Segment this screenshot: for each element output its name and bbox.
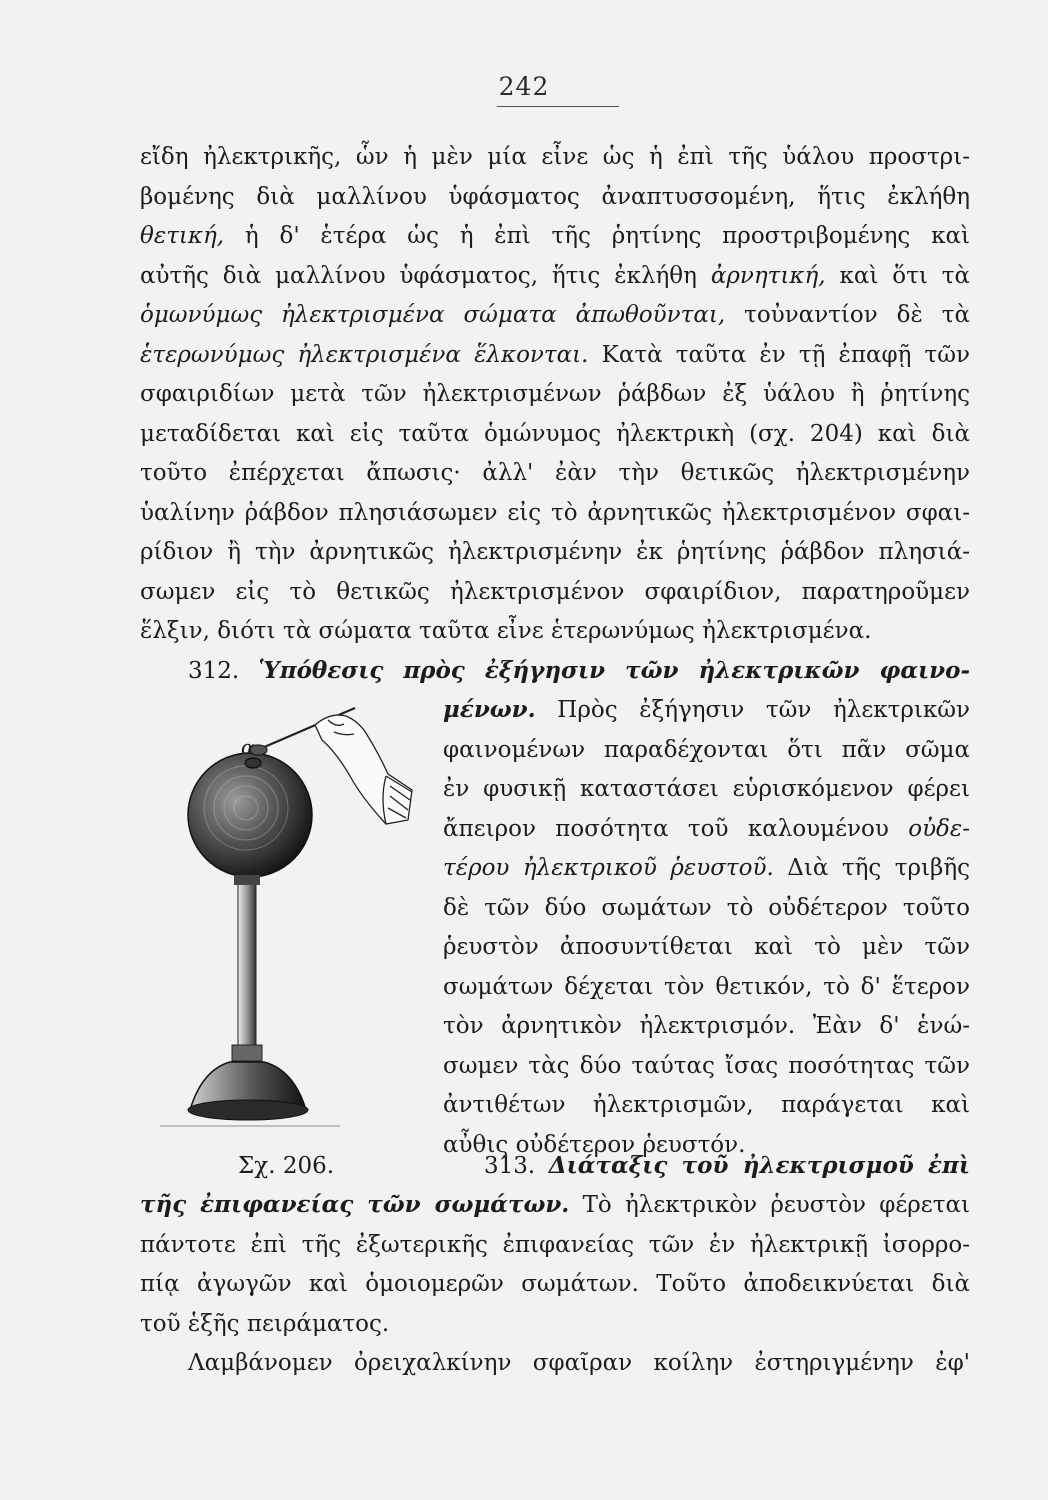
- section-number: 313.: [484, 1153, 536, 1179]
- section-title: Διάταξις τοῦ ἠλεκτρισμοῦ ἐπὶ: [548, 1152, 970, 1179]
- page-number: 242: [498, 72, 550, 101]
- section-heading-312: [188, 657, 970, 685]
- text-line: [443, 815, 970, 843]
- text-span: ἄπειρον ποσότητα τοῦ καλουμένου: [443, 816, 889, 842]
- text-span: Κατὰ ταῦτα ἐν τῇ ἐπαφῇ τῶν: [601, 342, 971, 368]
- text-line: δὲ τῶν δύο σωμάτων τὸ οὐδέτερον τοῦτο: [443, 895, 970, 921]
- brass-sphere: [188, 753, 312, 877]
- text-line: ρίδιον ἢ τὴν ἀρνητικῶς ἠλεκτρισμένην ἐκ ῥητίνης ῥάβδον πλησιά-: [140, 539, 970, 565]
- text-line: ἐν φυσικῇ καταστάσει εὑρισκόμενον φέρει: [443, 776, 970, 802]
- section-heading-313: [484, 1152, 970, 1180]
- emphasis-text: ὁμωνύμως ἠλεκτρισμένα σώματα ἀπωθοῦνται,: [140, 302, 726, 328]
- section-title: μένων.: [443, 696, 536, 723]
- text-span: αὐτῆς διὰ μαλλίνου ὑφάσματος, ἥτις ἐκλήθη: [140, 263, 697, 289]
- text-line: [443, 696, 970, 724]
- text-line: τοῦτο ἐπέρχεται ἄπωσις· ἀλλ' ἐὰν τὴν θετικῶς ἠλεκτρισμένην: [140, 460, 970, 486]
- text-line: [140, 222, 970, 250]
- text-line: σφαιριδίων μετὰ τῶν ἠλεκτρισμένων ῥάβδων ἐξ ὑάλου ἢ ῥητίνης: [140, 381, 970, 407]
- text-line: [140, 262, 970, 290]
- text-span: ἡ δ' ἑτέρα ὡς ἡ ἐπὶ τῆς ῥητίνης προστριβομένης καὶ: [244, 223, 970, 249]
- text-line: [443, 854, 970, 882]
- emphasis-text: ἑτερωνύμως ἠλεκτρισμένα ἕλκονται.: [140, 342, 589, 368]
- text-line: ῥευστὸν ἀποσυντίθεται καὶ τὸ μὲν τῶν: [443, 934, 970, 960]
- section-title: τῆς ἐπιφανείας τῶν σωμάτων.: [140, 1191, 570, 1218]
- figure-206-illustration: [150, 690, 450, 1135]
- text-span: τοὐναντίον δὲ τὰ: [744, 302, 971, 328]
- text-line: πίᾳ ἀγωγῶν καὶ ὁμοιομερῶν σωμάτων. Τοῦτο ἀποδεικνύεται διὰ: [140, 1271, 970, 1297]
- term-positive: θετική,: [140, 223, 225, 249]
- text-line: σωμάτων δέχεται τὸν θετικόν, τὸ δ' ἕτερον: [443, 974, 970, 1000]
- text-line: ἀντιθέτων ἠλεκτρισμῶν, παράγεται καὶ: [443, 1092, 970, 1118]
- figure-label-a: α: [241, 735, 255, 759]
- header-rule: [497, 106, 619, 107]
- text-span: Πρὸς ἐξήγησιν τῶν ἠλεκτρικῶν: [557, 697, 970, 723]
- section-number: 312.: [188, 658, 240, 684]
- emphasis-text: τέρου ἠλεκτρικοῦ ῥευστοῦ.: [443, 855, 774, 881]
- text-line: αὖθις οὐδέτερον ῥευστόν.: [443, 1132, 746, 1158]
- text-line: Λαμβάνομεν ὀρειχαλκίνην σφαῖραν κοίλην ἐστηριγμένην ἐφ': [188, 1350, 970, 1376]
- term-negative: ἀρνητική,: [710, 263, 826, 289]
- text-line: [140, 301, 970, 329]
- text-line: τὸν ἀρνητικὸν ἠλεκτρισμόν. Ἐὰν δ' ἑνώ-: [443, 1013, 970, 1039]
- text-line: τοῦ ἑξῆς πειράματος.: [140, 1311, 390, 1337]
- text-line: σωμεν τὰς δύο ταύτας ἴσας ποσότητας τῶν: [443, 1053, 970, 1079]
- text-line: φαινομένων παραδέχονται ὅτι πᾶν σῶμα: [443, 737, 970, 763]
- text-line: ὑαλίνην ῥάβδον πλησιάσωμεν εἰς τὸ ἀρνητικῶς ἠλεκτρισμένον σφαι-: [140, 500, 970, 526]
- emphasis-text: οὐδε-: [908, 816, 971, 842]
- figure-caption: Σχ. 206.: [238, 1153, 335, 1179]
- text-line: ἕλξιν, διότι τὰ σώματα ταῦτα εἶνε ἑτερωνύμως ἠλεκτρισμένα.: [140, 618, 872, 644]
- text-line: πάντοτε ἐπὶ τῆς ἐξωτερικῆς ἐπιφανείας τῶν ἐν ἠλεκτρικῇ ἰσορρο-: [140, 1232, 970, 1258]
- stand-rod: [238, 875, 256, 1055]
- text-line: βομένης διὰ μαλλίνου ὑφάσματος ἀναπτυσσομένη, ἥτις ἐκλήθη: [140, 184, 970, 210]
- text-span: Διὰ τῆς τριβῆς: [787, 855, 971, 881]
- section-title: Ὑπόθεσις πρὸς ἐξήγησιν τῶν ἠλεκτρικῶν φαινο-: [258, 657, 970, 684]
- text-line: μεταδίδεται καὶ εἰς ταῦτα ὁμώνυμος ἠλεκτρικὴ (σχ. 204) καὶ διὰ: [140, 421, 970, 447]
- text-span: Τὸ ἠλεκτρικὸν ῥευστὸν φέρεται: [582, 1192, 970, 1218]
- text-line: [140, 1191, 970, 1219]
- text-span: καὶ ὅτι τὰ: [839, 263, 971, 289]
- text-line: [140, 341, 970, 369]
- text-line: σωμεν εἰς τὸ θετικῶς ἠλεκτρισμένον σφαιρίδιον, παρατηροῦμεν: [140, 579, 970, 605]
- text-line: εἴδη ἠλεκτρικῆς, ὧν ἡ μὲν μία εἶνε ὡς ἡ ἐπὶ τῆς ὑάλου προστρι-: [140, 144, 970, 170]
